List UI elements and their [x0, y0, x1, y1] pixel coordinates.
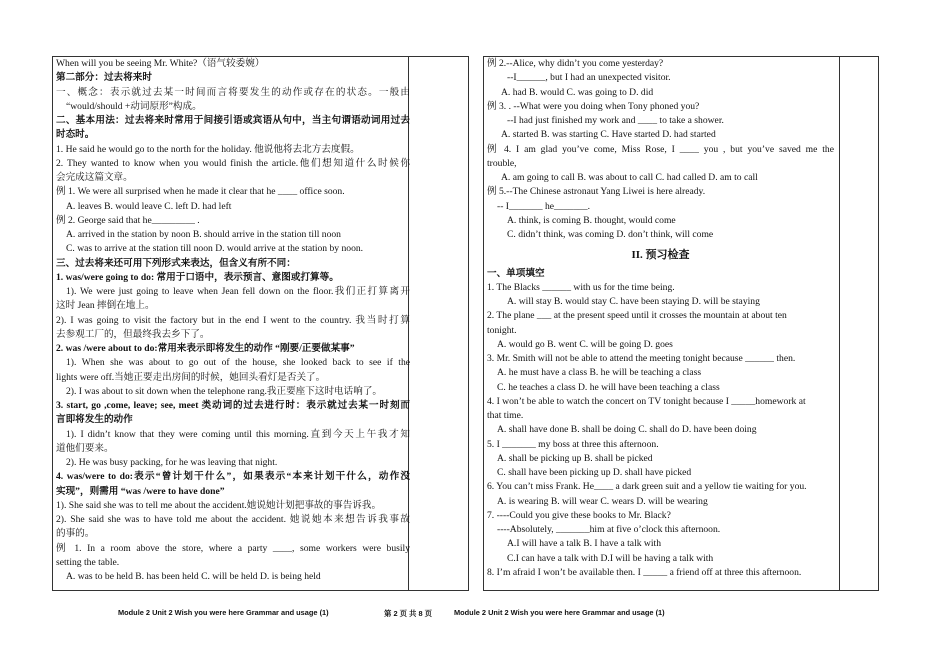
text-line: 1). She said she was to tell me about the accident.她说她计划把事故的事告诉我。 — [56, 499, 382, 511]
text-line: A. started B. was starting C. Have started D. had started — [501, 129, 716, 141]
text-line: 例 1. We were all surprised when he made it clear that he ____ office soon. — [56, 186, 345, 198]
text-line: 2. The plane ___ at the present speed until it crosses the mountain at about ten — [487, 310, 787, 322]
text-line: 二、基本用法：过去将来时常用于间接引语或宾语从句中，当主句谓语动词用过去 — [56, 115, 410, 126]
text-line: 2). I was going to visit the factory but in the end I went to the country. 我当时打算 — [56, 314, 410, 326]
text-line: 例 1. In a room above the store, where a party ____, some workers were busily — [56, 542, 410, 554]
footer-left: Module 2 Unit 2 Wish you were here Grammar and usage (1) — [118, 608, 329, 617]
text-line: A. shall have done B. shall be doing C. shall do D. have been doing — [497, 424, 757, 436]
text-line: A. had B. would C. was going to D. did — [501, 86, 654, 98]
text-line: 一、概念：表示就过去某一时间而言将要发生的动作或存在的状态。一般由 — [56, 86, 410, 98]
text-line: A. leaves B. would leave C. left D. had left — [66, 200, 232, 212]
text-line: A.I will have a talk B. I have a talk with — [507, 538, 661, 550]
text-line: setting the table. — [56, 556, 120, 568]
text-line: 一、单项填空 — [487, 267, 545, 279]
text-line: 第二部分：过去将来时 — [56, 72, 152, 84]
text-line: A. shall be picking up B. shall be picked — [497, 452, 653, 464]
left-column-text — [56, 57, 410, 584]
text-line: lights were off.当她正要走出房间的时候，她回头看灯是否关了。 — [56, 371, 326, 383]
text-line: 例 5.--The Chinese astronaut Yang Liwei is here already. — [487, 186, 706, 198]
text-line: 2. was /were about to do:常用来表示即将发生的动作 “刚要/正要做某事” — [56, 343, 355, 354]
text-line: 会完成这篇文章。 — [56, 172, 133, 183]
text-line: A. think, is coming B. thought, would come — [507, 214, 676, 226]
text-line: 8. I’m afraid I won’t be available then. I _____ a friend off at three this afternoon. — [487, 566, 802, 578]
text-line: 言即将发生的动作 — [56, 414, 133, 426]
text-line: 4. I won’t be able to watch the concert on TV tonight because I _____homework at — [487, 395, 806, 407]
text-line: 例 2.--Alice, why didn’t you come yesterday? — [487, 58, 664, 69]
footer-page-number: 第 2 页 共 8 页 — [384, 609, 433, 618]
text-line: 3. Mr. Smith will not be able to attend the meeting tonight because ______ then. — [487, 353, 796, 364]
text-line: 例 2. George said that he_________ . — [56, 214, 200, 226]
footer-right: Module 2 Unit 2 Wish you were here Grammar and usage (1) — [454, 608, 665, 617]
text-line: A. will stay B. would stay C. have been staying D. will be staying — [507, 296, 760, 307]
text-line: C. didn’t think, was coming D. don’t think, will come — [507, 229, 714, 240]
section-title: II. 预习检查 — [631, 249, 690, 262]
text-line: 例 4. I am glad you’ve come, Miss Rose, I ____ you , but you’ve saved me the — [487, 143, 834, 155]
text-line: 的事的。 — [56, 528, 95, 540]
text-line: A. would go B. went C. will be going D. goes — [497, 338, 673, 350]
text-line: A. was to be held B. has been held C. will be held D. is being held — [66, 571, 321, 582]
right-column-divider — [839, 57, 840, 590]
text-line: 2). I was about to sit down when the telephone rang.我正要座下这时电话响了。 — [66, 385, 383, 397]
text-line: “would/should +动词原形”构成。 — [66, 100, 202, 112]
text-line: 2). He was busy packing, for he was leaving that night. — [66, 457, 278, 468]
text-line: 时态时。 — [56, 129, 95, 141]
text-line: 1). I didn’t know that they were coming until this morning.直到今天上午我才知 — [66, 428, 410, 440]
text-line: 1). We were just going to leave when Jean fell down on the floor.我们正打算离开 — [66, 286, 410, 297]
text-line: A. he must have a class B. he will be teaching a class — [497, 367, 702, 379]
text-line: 5. I _______ my boss at three this afternoon. — [487, 438, 659, 450]
text-line: C. was to arrive at the station till noon D. would arrive at the station by noon. — [66, 243, 364, 255]
text-line: 这时 Jean 摔倒在地上。 — [56, 300, 155, 312]
text-line: 1. The Blacks ______ with us for the time being. — [487, 281, 675, 293]
text-line: 1). When she was about to go out of the house, she looked back to see if the — [66, 357, 410, 369]
text-line: 1. was/were going to do: 常用于口语中，表示预言、意图或打算等。 — [56, 271, 339, 283]
text-line: 去参观工厂的，但最终我去乡下了。 — [56, 328, 210, 340]
right-exercises — [487, 267, 834, 581]
text-line: 道他们要来。 — [56, 442, 114, 454]
text-line: A. is wearing B. will wear C. wears D. will be wearing — [497, 495, 708, 507]
text-line: C. shall have been picking up D. shall have picked — [497, 467, 692, 478]
text-line: ----Absolutely, _______him at five o’clock this afternoon. — [497, 524, 721, 535]
text-line: trouble, — [487, 157, 517, 169]
text-line: --I had just finished my work and ____ to take a shower. — [507, 115, 724, 126]
text-line: C. he teaches a class D. he will have been teaching a class — [497, 381, 720, 393]
text-line: When will you be seeing Mr. White?（语气较委婉） — [56, 58, 265, 69]
text-line: 三、过去将来还可用下列形式来表达，但含义有所不同： — [56, 257, 296, 269]
text-line: -- I_______ he_______. — [497, 200, 590, 212]
text-line: 3. start, go ,come, leave; see, meet 类动词的过去进行时：表示就过去某一时刻而 — [56, 400, 410, 411]
text-line: 2). She said she was to have told me about the accident. 她说她本来想告诉我事故 — [56, 514, 410, 525]
text-line: 7. ----Could you give these books to Mr. Black? — [487, 509, 671, 521]
text-line: A. am going to call B. was about to call C. had called D. am to call — [501, 172, 758, 183]
right-examples — [487, 57, 834, 242]
text-line: 例 3. . --What were you doing when Tony phoned you? — [487, 100, 700, 112]
text-line: C.I can have a talk with D.I will be having a talk with — [507, 552, 714, 564]
text-line: --I______, but I had an unexpected visitor. — [507, 72, 671, 84]
text-line: tonight. — [487, 324, 517, 336]
text-line: 1. He said he would go to the north for the holiday. 他说他将去北方去度假。 — [56, 143, 360, 155]
right-column-text — [487, 57, 834, 580]
text-line: 2. They wanted to know when you would finish the article.他们想知道什么时候你 — [56, 157, 410, 169]
text-line: 4. was/were to do:表示“曾计划干什么”，如果表示“本来计划干什么，动作没 — [56, 471, 410, 483]
text-line: that time. — [487, 410, 524, 421]
text-line: 实现”，则需用 “was /were to have done” — [56, 485, 225, 497]
text-line: A. arrived in the station by noon B. should arrive in the station till noon — [66, 229, 341, 240]
text-line: 6. You can’t miss Frank. He____ a dark green suit and a yellow tie waiting for you. — [487, 481, 807, 493]
